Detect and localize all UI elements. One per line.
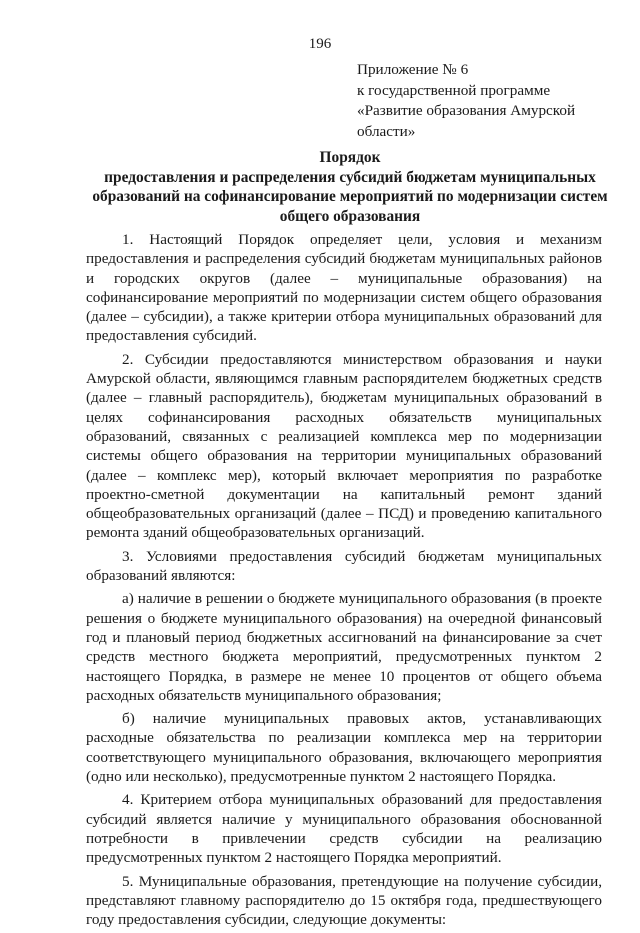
paragraph-3: 3. Условиями предоставления субсидий бюджетам муниципальных образований являются: [86,547,602,585]
paragraph-5: 5. Муниципальные образования, претендующие на получение субсидии, представляют главному распорядителю до 15 октября года, предшествующего году предоставления субсидии, следующие документы: [86,872,602,929]
paragraph-3a: а) наличие в решении о бюджете муниципального образования (в проекте решения о бюджете муниципального образования) на очередной финансовый год и плановый период бюджетных ассигнований на финансирование за счет средств местного бюджета мероприятий, предусмотренных пунктом 2 настоящего Порядка, в размере не менее 10 процентов от общего объема расходных обязательств муниципального образования; [86,590,602,704]
document-body [86,230,602,933]
document-title [70,148,630,226]
title-line: общего образования [279,207,421,225]
title-line: Порядок [319,149,381,166]
paragraph-3b: б) наличие муниципальных правовых актов, устанавливающих расходные обязательства по реализации комплекса мер на территории соответствующего муниципального образования, включающего мероприятия (одно или несколько), предусмотренные пунктом 2 настоящего Порядка. [86,710,602,786]
title-line: предоставления и распределения субсидий бюджетам муниципальных [104,168,596,186]
appendix-heading [357,60,627,142]
appendix-line: «Развитие образования Амурской [357,102,576,119]
appendix-line: области» [357,122,416,140]
paragraph-2: 2. Субсидии предоставляются министерством образования и науки Амурской области, являющимся главным распорядителем бюджетных средств (далее – главный распорядитель), бюджетам муниципальных образований в целях софинансирования расходных обязательств муниципальных образований, связанных с реализацией комплекса мер по модернизации системы общего образования на территории муниципальных образований (далее – комплекс мер), который включает мероприятия по разработке проектно-сметной документации на капитальный ремонт зданий общеобразовательных организаций (далее – ПСД) и проведению капитального ремонта зданий общеобразовательных организаций. [86,350,602,542]
title-line: образований на софинансирование мероприятий по модернизации систем [92,188,608,205]
appendix-line: Приложение № 6 [357,61,469,78]
page-number: 196 [308,36,332,52]
paragraph-4: 4. Критерием отбора муниципальных образований для предоставления субсидий является наличие у муниципального образования обоснованной потребности в привлечении средств субсидии на реализацию предусмотренных пунктом 2 настоящего Порядка мероприятий. [86,791,602,867]
appendix-line: к государственной программе [357,81,551,99]
paragraph-1: 1. Настоящий Порядок определяет цели, условия и механизм предоставления и распределения субсидий бюджетам муниципальных районов и городских округов (далее – муниципальные образования) на софинансирование мероприятий по модернизации систем общего образования (далее – субсидии), а также критерии отбора муниципальных образований для предоставления субсидий. [86,231,602,345]
